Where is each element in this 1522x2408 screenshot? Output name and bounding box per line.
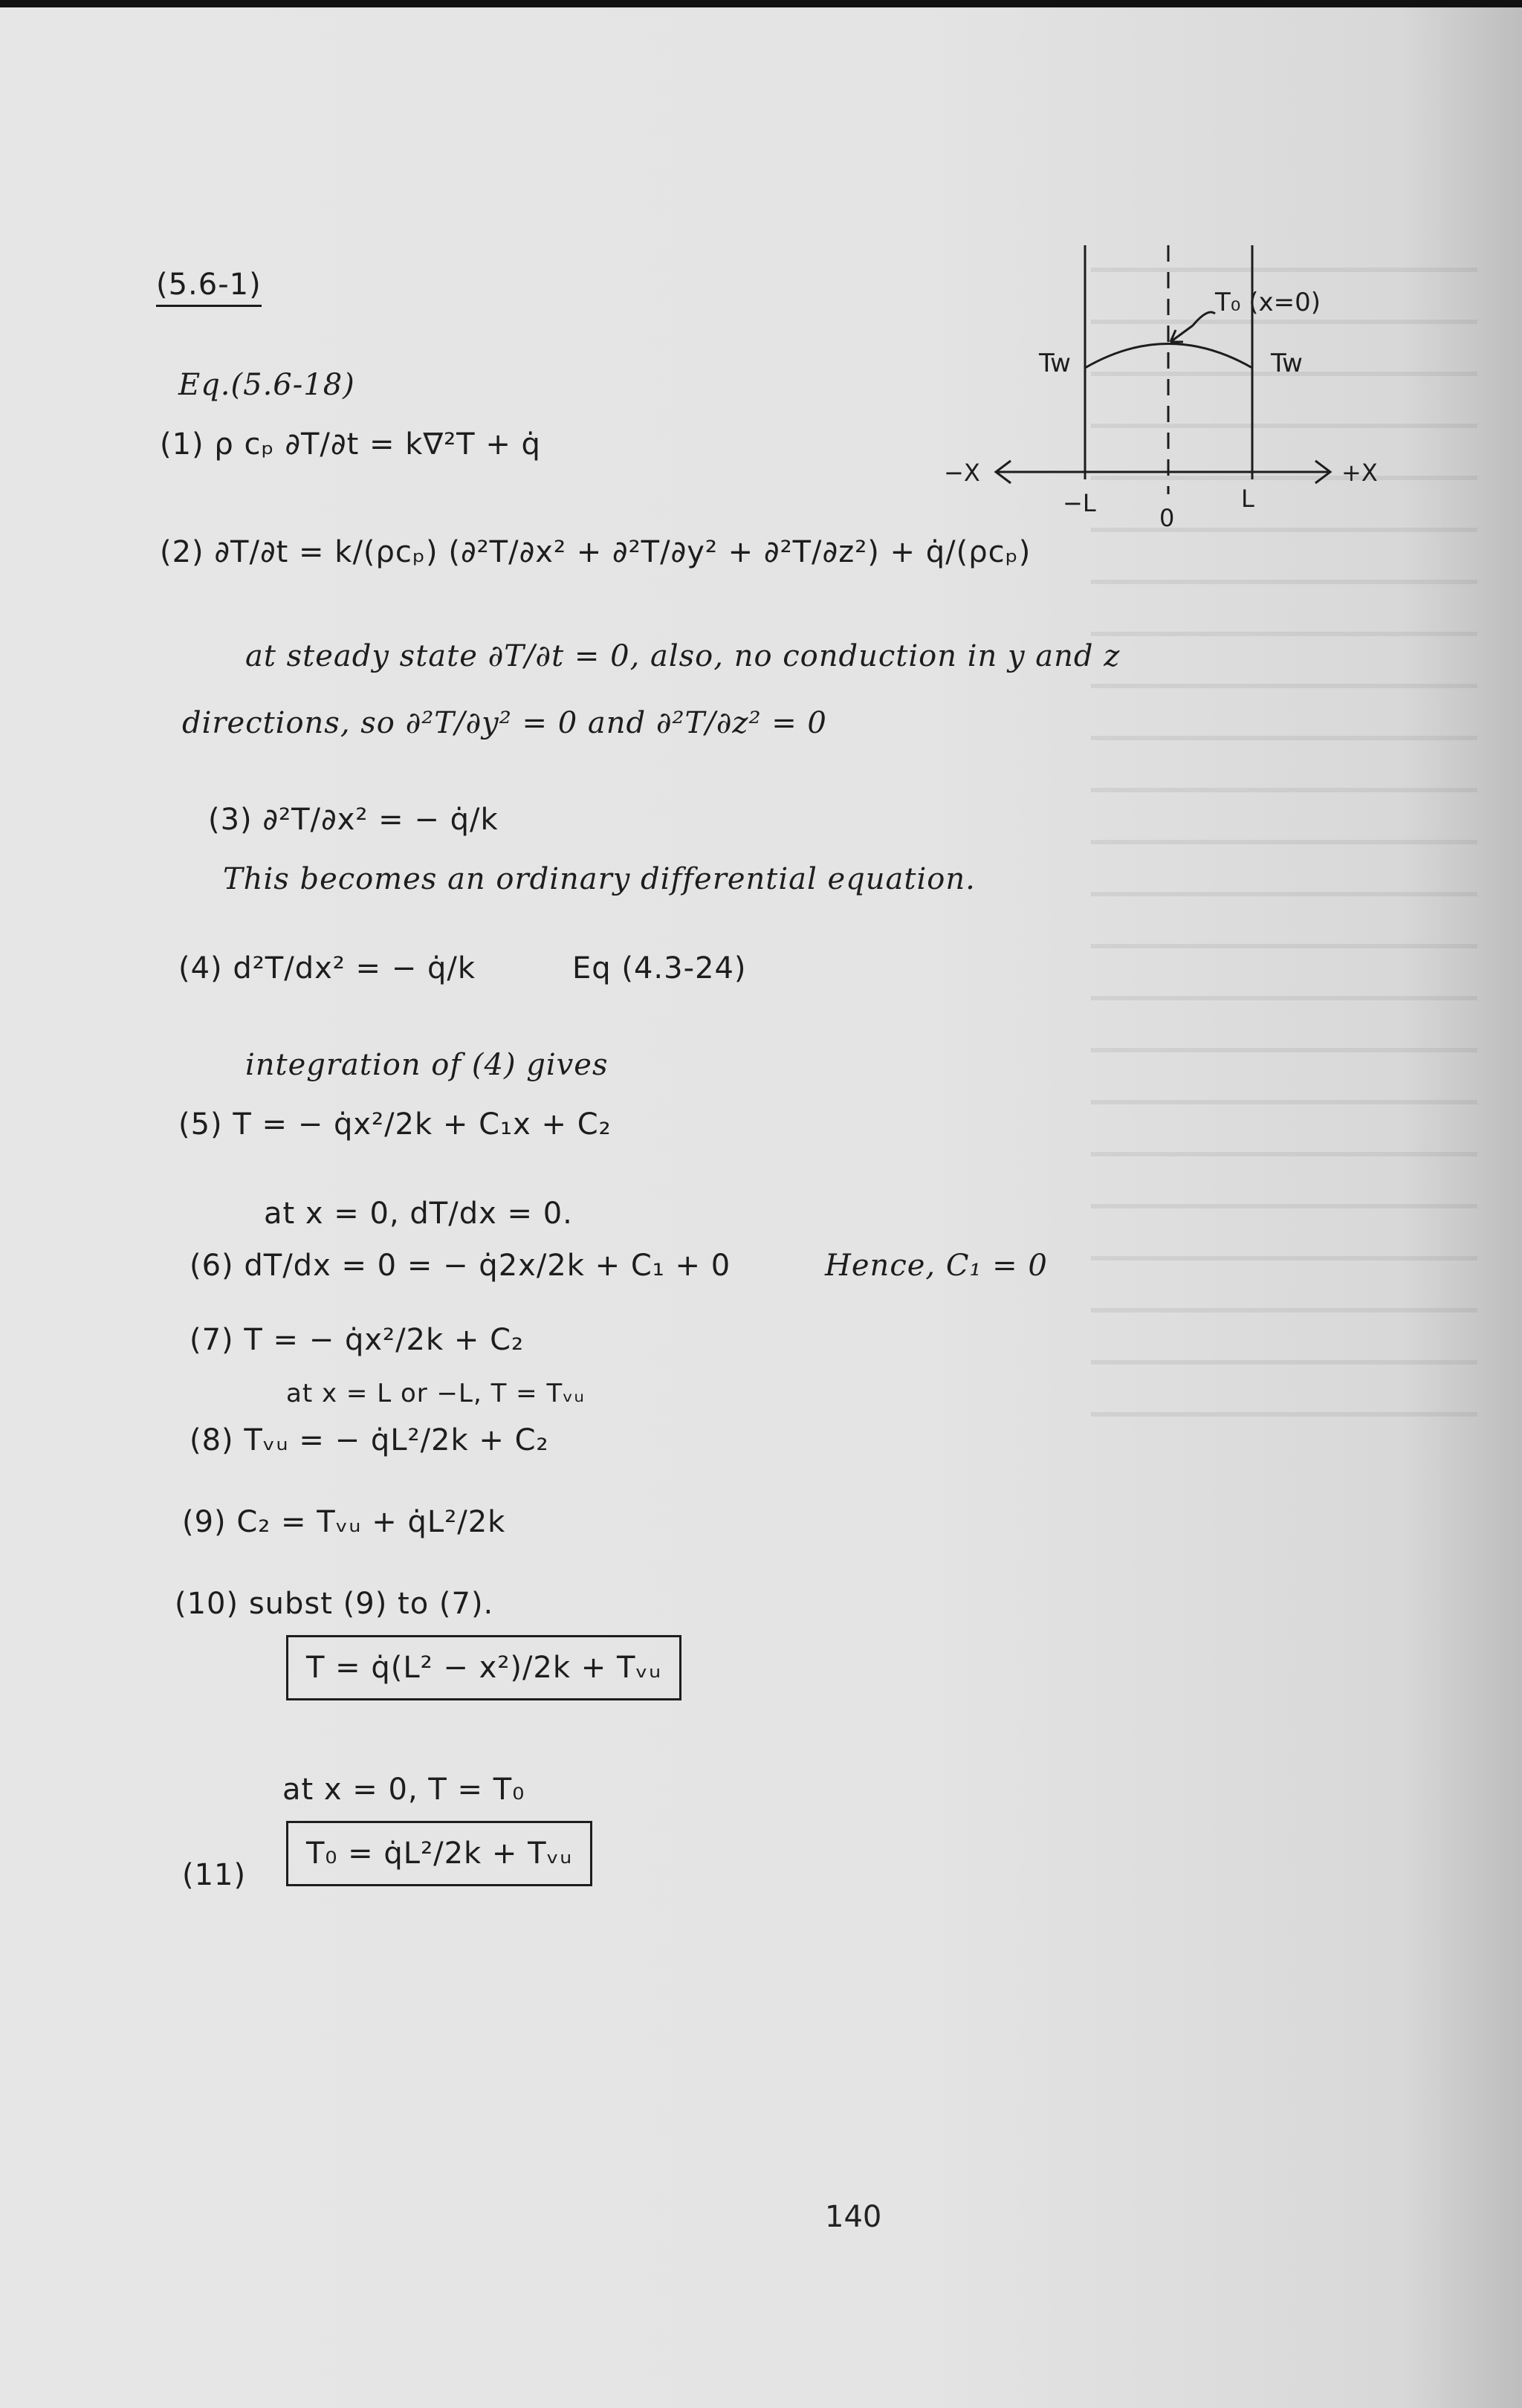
equation-6-note: Hence, C₁ = 0 bbox=[825, 1249, 1048, 1283]
positive-x-label: +X bbox=[1341, 459, 1378, 487]
text-line-1: at steady state ∂T/∂t = 0, also, no conduction in y and z bbox=[245, 639, 1121, 673]
boxed-result-2: T₀ = q̇L²/2k + Tᵥᵤ bbox=[286, 1821, 592, 1886]
equation-7: (7) T = − q̇x²/2k + C₂ bbox=[190, 1323, 525, 1357]
equation-5: (5) T = − q̇x²/2k + C₁x + C₂ bbox=[178, 1107, 612, 1142]
equation-6: (6) dT/dx = 0 = − q̇2x/2k + C₁ + 0 bbox=[190, 1249, 731, 1283]
pointer-arrow bbox=[1170, 312, 1215, 342]
equation-3: (3) ∂²T/∂x² = − q̇/k bbox=[208, 803, 499, 837]
tw-left-label: Tw bbox=[1039, 349, 1071, 378]
equation-4-reference: Eq (4.3-24) bbox=[572, 951, 747, 985]
text-line-5: at x = 0, dT/dx = 0. bbox=[264, 1197, 573, 1231]
equation-10: (10) subst (9) to (7). bbox=[175, 1587, 494, 1621]
text-line-4: integration of (4) gives bbox=[245, 1048, 609, 1082]
page-number: 140 bbox=[825, 2200, 882, 2234]
temperature-profile-diagram bbox=[914, 230, 1419, 587]
equation-4: (4) d²T/dx² = − q̇/k bbox=[178, 951, 476, 985]
boxed-result-1: T = q̇(L² − x²)/2k + Tᵥᵤ bbox=[286, 1635, 681, 1700]
t0-label: T₀ (x=0) bbox=[1215, 288, 1321, 317]
section-number: (5.6-1) bbox=[156, 268, 262, 307]
equation-1: (1) ρ cₚ ∂T/∂t = k∇²T + q̇ bbox=[160, 427, 541, 462]
text-line-11: at x = 0, T = T₀ bbox=[282, 1773, 525, 1807]
zero-label: 0 bbox=[1159, 504, 1175, 532]
negative-x-label: −X bbox=[944, 459, 980, 487]
equation-2: (2) ∂T/∂t = k/(ρcₚ) (∂²T/∂x² + ∂²T/∂y² + ∂²T/∂z²) + q̇/(ρcₚ) bbox=[160, 535, 1032, 569]
equation-reference: Eq.(5.6-18) bbox=[178, 368, 355, 402]
text-line-3: This becomes an ordinary differential equation. bbox=[223, 862, 976, 896]
text-line-7: at x = L or −L, T = Tᵥᵤ bbox=[286, 1379, 586, 1408]
equation-8: (8) Tᵥᵤ = − q̇L²/2k + C₂ bbox=[190, 1423, 549, 1457]
equation-9: (9) C₂ = Tᵥᵤ + q̇L²/2k bbox=[182, 1505, 506, 1539]
negative-l-label: −L bbox=[1063, 489, 1096, 517]
tw-right-label: Tw bbox=[1271, 349, 1303, 378]
equation-11-label: (11) bbox=[182, 1858, 247, 1892]
positive-l-label: L bbox=[1241, 485, 1254, 513]
text-line-2: directions, so ∂²T/∂y² = 0 and ∂²T/∂z² = 0 bbox=[182, 706, 827, 740]
